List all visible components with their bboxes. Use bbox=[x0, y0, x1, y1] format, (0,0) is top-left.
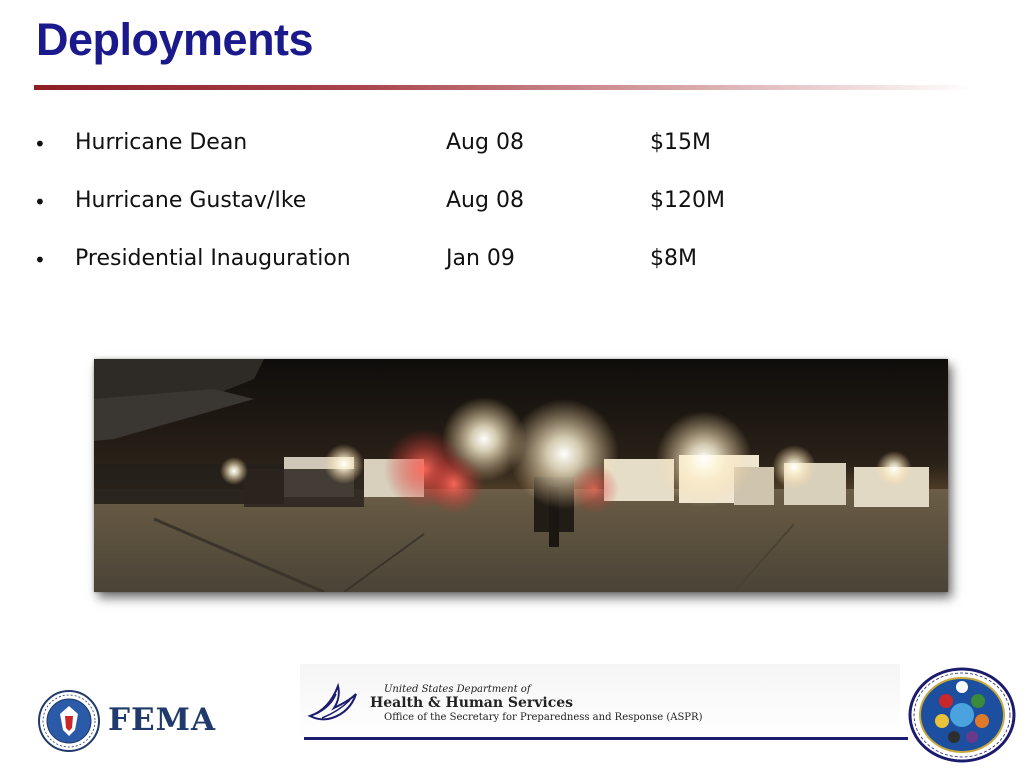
list-item bbox=[34, 242, 794, 300]
aspr-seal-icon bbox=[908, 667, 1016, 763]
deployments-list bbox=[34, 126, 794, 300]
deployment-amount: $15M bbox=[650, 130, 711, 155]
dhs-seal-icon bbox=[38, 690, 100, 752]
deployment-date: Aug 08 bbox=[446, 188, 524, 213]
deployment-photo bbox=[94, 359, 948, 592]
page-title: Deployments bbox=[36, 14, 314, 65]
list-item bbox=[34, 126, 794, 184]
deployment-name: Hurricane Gustav/Ike bbox=[75, 188, 307, 213]
deployment-amount: $120M bbox=[650, 188, 725, 213]
aspr-office-line: Office of the Secretary for Preparedness and Response (ASPR) bbox=[384, 712, 703, 723]
deployment-name: Presidential Inauguration bbox=[75, 246, 351, 271]
bullet-icon: • bbox=[34, 132, 46, 156]
deployment-date: Jan 09 bbox=[446, 246, 515, 271]
footer-divider bbox=[304, 737, 908, 740]
hhs-eagle-icon bbox=[304, 676, 360, 726]
hhs-dept-line: United States Department of bbox=[384, 684, 531, 695]
night-ambulance-staging-photo-icon bbox=[94, 359, 948, 592]
list-item bbox=[34, 184, 794, 242]
hhs-name-line: Health & Human Services bbox=[370, 695, 574, 711]
bullet-icon: • bbox=[34, 190, 46, 214]
deployment-amount: $8M bbox=[650, 246, 697, 271]
bullet-icon: • bbox=[34, 248, 46, 272]
fema-logo-text: FEMA bbox=[108, 702, 217, 738]
deployment-name: Hurricane Dean bbox=[75, 130, 248, 155]
title-divider bbox=[34, 85, 974, 90]
deployment-date: Aug 08 bbox=[446, 130, 524, 155]
